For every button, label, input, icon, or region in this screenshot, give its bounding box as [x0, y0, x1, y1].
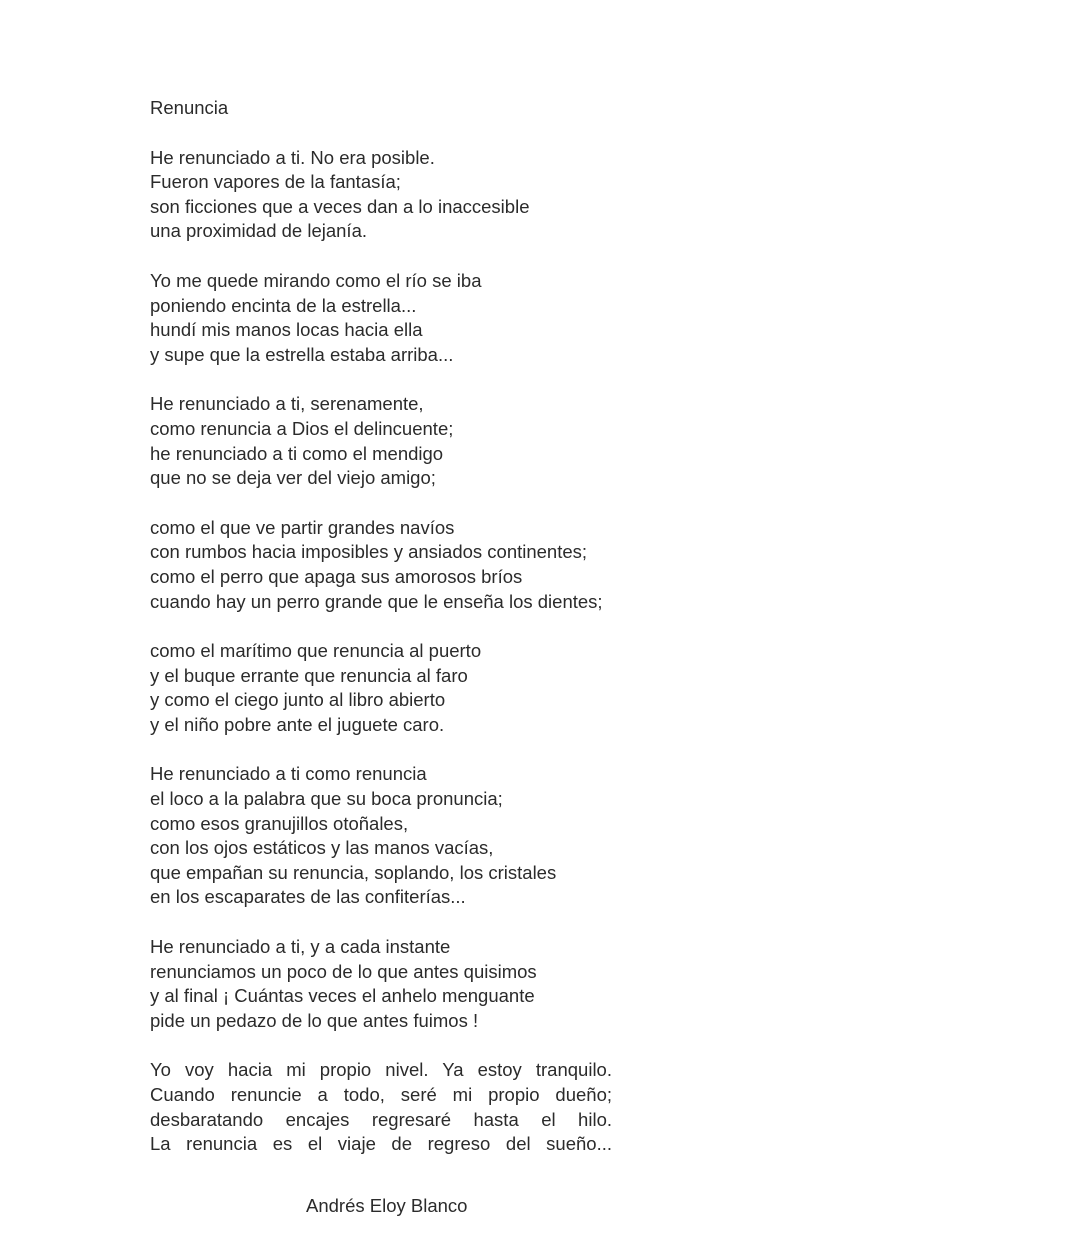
- poem-line: como renuncia a Dios el delincuente;: [150, 417, 454, 439]
- poem-line: y el buque errante que renuncia al faro: [150, 664, 468, 686]
- poem-line: con rumbos hacia imposibles y ansiados continentes;: [150, 541, 588, 563]
- stanza-8: [150, 1058, 620, 1156]
- poem: [150, 96, 620, 1182]
- poem-line: el loco a la palabra que su boca pronuncia;: [150, 788, 503, 810]
- poem-line: renunciamos un poco de lo que antes quisimos: [150, 960, 537, 982]
- poem-line: pide un pedazo de lo que antes fuimos !: [150, 1009, 479, 1031]
- poem-line: Yo me quede mirando como el río se iba: [150, 269, 482, 291]
- poem-line: una proximidad de lejanía.: [150, 220, 368, 242]
- poem-line: que no se deja ver del viejo amigo;: [150, 467, 436, 489]
- poem-line: cuando hay un perro grande que le enseña los dientes;: [150, 590, 603, 612]
- poem-line: en los escaparates de las confiterías...: [150, 886, 466, 908]
- poem-line: con los ojos estáticos y las manos vacías,: [150, 837, 494, 859]
- poem-line: y el niño pobre ante el juguete caro.: [150, 713, 445, 735]
- poem-line: He renunciado a ti como renuncia: [150, 763, 427, 785]
- stanza-1: [150, 146, 620, 244]
- poem-title: Renuncia: [150, 97, 229, 118]
- poem-line: La renuncia es el viaje de regreso del sueño...: [150, 1133, 612, 1155]
- poem-line: He renunciado a ti, serenamente,: [150, 393, 424, 415]
- poem-line: hundí mis manos locas hacia ella: [150, 319, 423, 341]
- poem-line: como el perro que apaga sus amorosos bríos: [150, 565, 523, 587]
- poem-line: desbaratando encajes regresaré hasta el hilo.: [150, 1108, 612, 1130]
- poem-line: como el que ve partir grandes navíos: [150, 516, 455, 538]
- poem-author: Andrés Eloy Blanco: [306, 1195, 468, 1216]
- poem-line: He renunciado a ti, y a cada instante: [150, 936, 451, 958]
- poem-line: que empañan su renuncia, soplando, los cristales: [150, 861, 557, 883]
- poem-line: y como el ciego junto al libro abierto: [150, 689, 446, 711]
- poem-line: y supe que la estrella estaba arriba...: [150, 343, 454, 365]
- poem-line: He renunciado a ti. No era posible.: [150, 146, 435, 168]
- poem-line: Fueron vapores de la fantasía;: [150, 171, 401, 193]
- stanza-6: [150, 762, 620, 910]
- poem-line: Yo voy hacia mi propio nivel. Ya estoy tranquilo.: [150, 1059, 612, 1081]
- poem-line: Cuando renuncie a todo, seré mi propio dueño;: [150, 1084, 612, 1105]
- poem-line: como el marítimo que renuncia al puerto: [150, 640, 482, 662]
- poem-line: y al final ¡ Cuántas veces el anhelo menguante: [150, 985, 535, 1007]
- poem-line: como esos granujillos otoñales,: [150, 812, 409, 834]
- poem-line: son ficciones que a veces dan a lo inaccesible: [150, 195, 530, 217]
- stanza-2: [150, 269, 620, 367]
- poem-line: poniendo encinta de la estrella...: [150, 294, 417, 316]
- stanza-7: [150, 935, 620, 1033]
- stanza-3: [150, 392, 620, 490]
- stanza-5: [150, 639, 620, 737]
- poem-line: he renunciado a ti como el mendigo: [150, 442, 444, 464]
- stanza-4: [150, 516, 620, 614]
